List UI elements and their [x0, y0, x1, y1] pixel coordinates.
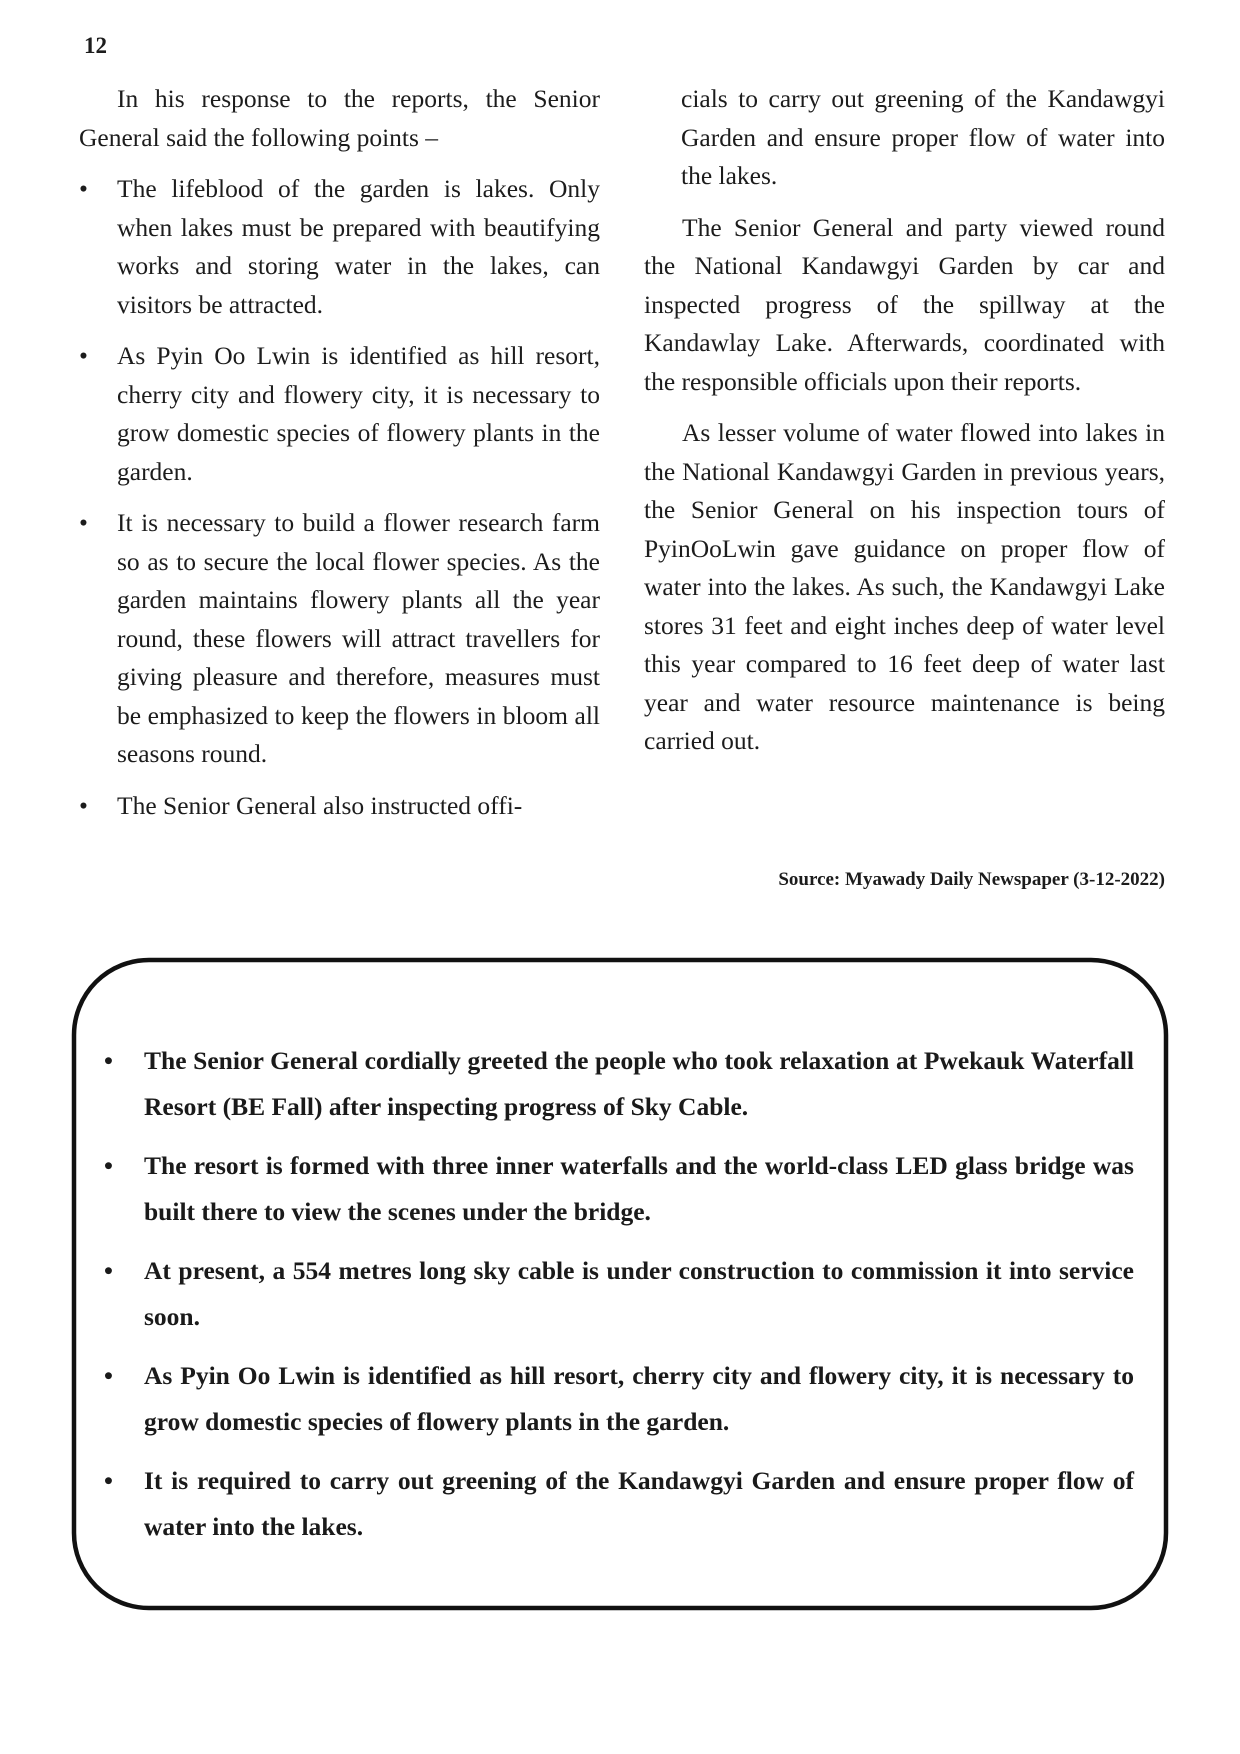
highlight-item: • As Pyin Oo Lwin is identified as hill resort, cherry city and flowery city, it is necessary to grow domestic species of flowery plants in the garden. — [104, 1353, 1134, 1445]
list-item: • The lifeblood of the garden is lakes. Only when lakes must be prepared with beautifying works and storing water in the lakes, can visitors be attracted. — [79, 170, 600, 324]
list-item: • As Pyin Oo Lwin is identified as hill resort, cherry city and flowery city, it is necessary to grow domestic species of flowery plants in the garden. — [79, 337, 600, 491]
list-item: • The Senior General also instructed offi- — [79, 787, 600, 826]
body-paragraph: As lesser volume of water flowed into lakes in the National Kandawgyi Garden in previous years, the Senior General on his inspection tours of PyinOoLwin gave guidance on proper flow of water into the lakes. As such, the Kandawgyi Lake stores 31 feet and eight inches deep of water level this year compared to 16 feet deep of water last year and water resource maintenance is being carried out. — [644, 418, 1165, 755]
highlight-box — [104, 1038, 1134, 1563]
highlight-item: • At present, a 554 metres long sky cable is under construction to commission it into service soon. — [104, 1248, 1134, 1340]
continued-paragraph: cials to carry out greening of the Kandawgyi Garden and ensure proper flow of water into the lakes. — [681, 84, 1165, 190]
highlight-list — [104, 1038, 1134, 1550]
list-item: • It is necessary to build a flower research farm so as to secure the local flower species. As the garden maintains flowery plants all the year round, these flowers will attract travellers for giving pleasure and therefore, measures must be emphasized to keep the flowers in bloom all seasons round. — [79, 504, 600, 774]
source-credit: Source: Myawady Daily Newspaper (3-12-2022) — [778, 869, 1165, 890]
page-number: 12 — [84, 33, 107, 58]
highlight-item: • It is required to carry out greening of the Kandawgyi Garden and ensure proper flow of water into the lakes. — [104, 1458, 1134, 1550]
intro-paragraph: In his response to the reports, the Senior General said the following points – — [79, 84, 600, 152]
highlight-item: • The Senior General cordially greeted the people who took relaxation at Pwekauk Waterfall Resort (BE Fall) after inspecting progress of Sky Cable. — [104, 1038, 1134, 1130]
body-paragraph: The Senior General and party viewed round the National Kandawgyi Garden by car and inspected progress of the spillway at the Kandawlay Lake. Afterwards, coordinated with the responsible officials upon their reports. — [644, 212, 1165, 396]
highlight-item: • The resort is formed with three inner waterfalls and the world-class LED glass bridge was built there to view the scenes under the bridge. — [104, 1143, 1134, 1235]
